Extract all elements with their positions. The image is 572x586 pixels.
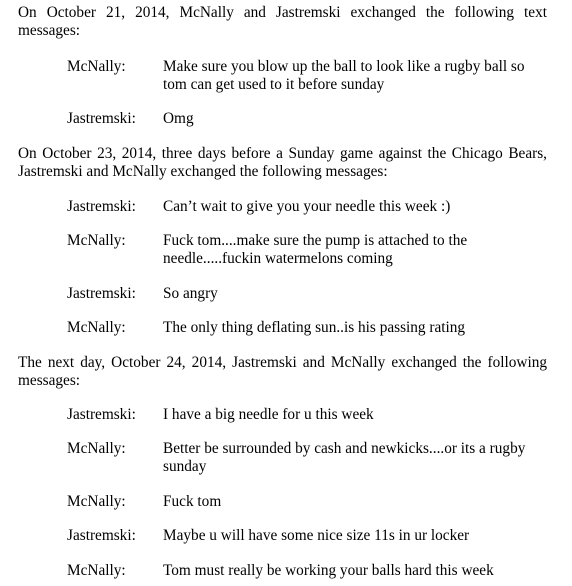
message-row <box>18 562 547 580</box>
message-text: So angry <box>163 285 218 302</box>
message-text: The only thing deflating sun..is his passing rating <box>163 319 466 336</box>
message-text: Maybe u will have some nice size 11s in ur locker <box>163 527 470 544</box>
message-speaker: Jastremski: <box>67 406 136 423</box>
message-row <box>18 319 547 337</box>
message-row <box>18 232 547 268</box>
message-row <box>18 285 547 303</box>
message-text: I have a big needle for u this week <box>163 406 374 423</box>
message-speaker: McNally: <box>67 232 126 249</box>
message-speaker: McNally: <box>67 440 126 457</box>
message-text: Fuck tom....make sure the pump is attached to the needle.....fuckin watermelons coming <box>163 232 468 267</box>
intro-paragraph-1: On October 21, 2014, McNally and Jastremski exchanged the following text messages: <box>18 4 547 39</box>
message-row <box>18 527 547 545</box>
message-text: Make sure you blow up the ball to look like a rugby ball so tom can get used to it before sunday <box>163 58 525 93</box>
message-speaker: McNally: <box>67 319 126 336</box>
message-text: Can’t wait to give you your needle this week :) <box>163 198 451 215</box>
message-speaker: Jastremski: <box>67 285 136 302</box>
message-text: Tom must really be working your balls hard this week <box>163 562 494 579</box>
message-row <box>18 493 547 511</box>
message-speaker: Jastremski: <box>67 198 136 215</box>
intro-paragraph-2: On October 23, 2014, three days before a Sunday game against the Chicago Bears, Jastremski and McNally exchanged the following messages: <box>18 145 547 180</box>
message-speaker: Jastremski: <box>67 110 136 127</box>
message-row <box>18 110 547 128</box>
message-row <box>18 440 547 476</box>
message-text: Better be surrounded by cash and newkicks....or its a rugby sunday <box>163 440 526 475</box>
message-speaker: McNally: <box>67 58 126 75</box>
message-text: Omg <box>163 110 194 127</box>
message-text: Fuck tom <box>163 493 222 510</box>
message-row <box>18 406 547 424</box>
message-speaker: McNally: <box>67 493 126 510</box>
message-speaker: McNally: <box>67 562 126 579</box>
message-row <box>18 198 547 216</box>
intro-paragraph-3: The next day, October 24, 2014, Jastremski and McNally exchanged the following messages: <box>18 354 547 389</box>
message-row <box>18 58 547 94</box>
message-speaker: Jastremski: <box>67 527 136 544</box>
